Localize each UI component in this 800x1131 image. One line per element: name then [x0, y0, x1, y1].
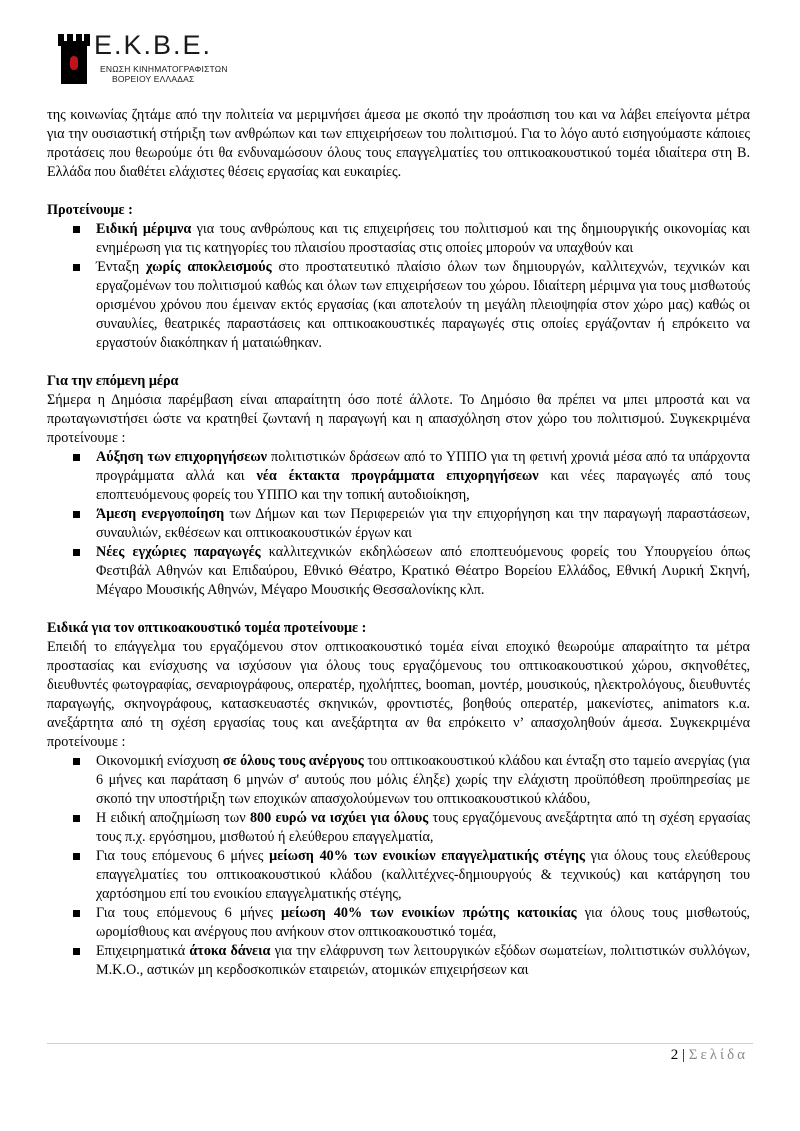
proposals-list: [47, 220, 750, 353]
audiovisual-list: [47, 752, 750, 980]
section-heading-audiovisual: Ειδικά για τον οπτικοακουστικό τομέα προτείνουμε :: [47, 620, 367, 636]
list-item: Για τους επόμενους 6 μήνες μείωση 40% των ενοικίων πρώτης κατοικίας για όλους τους μισθωτούς, ωρομίσθιους και ανέργους που ανήκουν στον οπτικοακουστικό τομέα,: [47, 904, 750, 942]
document-body: [47, 106, 750, 980]
list-item: Νέες εγχώριες παραγωγές καλλιτεχνικών εκδηλώσεων από εποπτευόμενους φορείς του Υπουργείου όπως Φεστιβάλ Αθηνών και Επιδαύρου, Εθνικό Θέατρο, Κρατικό Θέατρο Βορείου Ελλάδος, Εθνική Λυρική Σκηνή, Μέγαρο Μουσικής Αθηνών, Μέγαρο Μουσικής Θεσσαλονίκης κλπ.: [47, 543, 750, 600]
bullet-icon: [73, 910, 80, 917]
list-item: Επιχειρηματικά άτοκα δάνεια για την ελάφρυνση των λειτουργικών εξόδων σωματείων, πολιτιστικών συλλόγων, Μ.Κ.Ο., αστικών μη κερδοσκοπικών εταιρειών, ατομικών επιχειρήσεων και: [47, 942, 750, 980]
list-item: Ειδική μέριμνα για τους ανθρώπους και τις επιχειρήσεις του πολιτισμού και της δημιουργικής οικονομίας και ενημέρωση για τις κατηγορίες του πλαισίου προστασίας στις οποίες μπορούν να υπαχθούν και: [47, 220, 750, 258]
bullet-icon: [73, 815, 80, 822]
bullet-icon: [73, 948, 80, 955]
list-item: Αύξηση των επιχορηγήσεων πολιτιστικών δράσεων από το ΥΠΠΟ για τη φετινή χρονιά μέσα από τα υπάρχοντα προγράμματα αλλά και νέα έκτακτα προγράμματα επιχορηγήσεων και νέες παραγωγές από τους εποπτευόμενους φορείς του ΥΠΠΟ και την τοπική αυτοδιοίκηση,: [47, 448, 750, 505]
bullet-icon: [73, 853, 80, 860]
list-item: Άμεση ενεργοποίηση των Δήμων και των Περιφερειών για την επιχορήγηση και την παραγωγή παραστάσεων, συναυλιών, εκθέσεων και οπτικοακουστικών έργων και: [47, 505, 750, 543]
logo: [58, 30, 278, 88]
footer-separator: |: [678, 1047, 689, 1063]
bullet-icon: [73, 264, 80, 271]
logo-org-name-line2: ΒΟΡΕΙΟΥ ΕΛΛΑΔΑΣ: [112, 74, 195, 84]
audiovisual-paragraph: Επειδή το επάγγελμα του εργαζόμενου στον οπτικοακουστικό τομέα είναι εποχικό θεωρούμε απαραίτητο τα μέτρα προστασίας και ενίσχυσης να ισχύσουν για όλους τους εργαζόμενους του οπτικοακουστικού χώρου, σκηνοθέτες, διευθυντές φωτογραφίας, σεναριογράφους, οπερατέρ, ηχολήπτες, booman, μοντέρ, μουσικούς, ηλεκτρολόγους, διευθυντές παραγωγής, σκηνογράφους, κατασκευαστές σκηνικών, φροντιστές, βοηθούς οπερατέρ, μακενίστες, animators κ.α. ανεξάρτητα από τη σχέση εργασίας τους και ανεξάρτητα αν θα επρόκειτο ν’ απασχοληθούν άμεσα. Συγκεκριμένα προτείνουμε :: [47, 639, 750, 750]
bullet-icon: [73, 758, 80, 765]
intro-paragraph: της κοινωνίας ζητάμε από την πολιτεία να μεριμνήσει άμεσα με σκοπό την προάσπιση του και να λάβει επείγοντα μέτρα για την ουσιαστική στήριξη των ανθρώπων και των επιχειρήσεων του πολιτισμού. Για το λόγο αυτό εισηγούμαστε κάποιες προτάσεις που θεωρούμε ότι θα ενδυναμώσουν όλους τους επαγγελματίες του οπτικοακουστικού τομέα ιδιαίτερα στη Β. Ελλάδα που διαθέτει ελάχιστες θέσεις εργασίας και ευκαιρίες.: [47, 107, 750, 180]
logo-abbreviation: Ε.Κ.Β.Ε.: [94, 30, 213, 60]
page-footer: [671, 1047, 748, 1064]
logo-org-name-line1: ΕΝΩΣΗ ΚΙΝΗΜΑΤΟΓΡΑΦΙΣΤΩΝ: [100, 64, 228, 74]
section-heading-proposals: Προτείνουμε :: [47, 202, 133, 218]
page-number: 2: [670, 1047, 679, 1063]
tower-icon: [58, 34, 90, 84]
list-item: Οικονομική ενίσχυση σε όλους τους ανέργους του οπτικοακουστικού κλάδου και ένταξη στο ταμείο ανεργίας (για 6 μήνες και παράταση 6 μηνών σ' αυτούς που μόλις έληξε) χωρίς την ελάχιστη προϋπόθεση προϋπηρεσίας με σκοπό την υποστήριξη των εποχικών απασχολούμενων του οπτικοακουστικού κλάδου,: [47, 752, 750, 809]
footer-divider: [47, 1043, 753, 1044]
next-day-paragraph: Σήμερα η Δημόσια παρέμβαση είναι απαραίτητη όσο ποτέ άλλοτε. Το Δημόσιο θα πρέπει να μπει μπροστά και να πρωταγωνιστήσει ώστε να κρατηθεί ζωντανή η παραγωγή και η απασχόληση στον χώρο του πολιτισμού. Συγκεκριμένα προτείνουμε :: [47, 392, 750, 446]
next-day-list: [47, 448, 750, 600]
list-item: Η ειδική αποζημίωση των 800 ευρώ να ισχύει για όλους τους εργαζόμενους ανεξάρτητα από τη σχέση εργασίας τους π.χ. εργόσημου, μισθωτού ή ελεύθερου επαγγελματία,: [47, 809, 750, 847]
bullet-icon: [73, 511, 80, 518]
section-heading-next-day: Για την επόμενη μέρα: [47, 373, 179, 389]
bullet-icon: [73, 226, 80, 233]
page-label: Σελίδα: [688, 1047, 748, 1063]
bullet-icon: [73, 454, 80, 461]
list-item: Ένταξη χωρίς αποκλεισμούς στο προστατευτικό πλαίσιο όλων των δημιουργών, καλλιτεχνών, τεχνικών και εργαζομένων του πολιτισμού καθώς και όλων των επιχειρήσεων του χώρου. Ιδιαίτερη μέριμνα για τους μισθωτούς ορισμένου χρόνου που έμειναν εκτός εργασίας (και αποτελούν τη μεγάλη πλειοψηφία στον χώρο μας) καθώς οι συναυλίες, θεατρικές παραστάσεις και οπτικοακουστικές παραγωγές στις οποίες εργάζονταν ή επρόκειτο να εργαστούν διακόπηκαν ή ματαιώθηκαν.: [47, 258, 750, 353]
bullet-icon: [73, 549, 80, 556]
list-item: Για τους επόμενους 6 μήνες μείωση 40% των ενοικίων επαγγελματικής στέγης για όλους τους ελεύθερους επαγγελματίες του οπτικοακουστικού κλάδου (καλλιτέχνες-δημιουργούς & τεχνικούς) και κατάργηση του χαρτόσημου επί του ενοικίου επαγγελματικής στέγης,: [47, 847, 750, 904]
